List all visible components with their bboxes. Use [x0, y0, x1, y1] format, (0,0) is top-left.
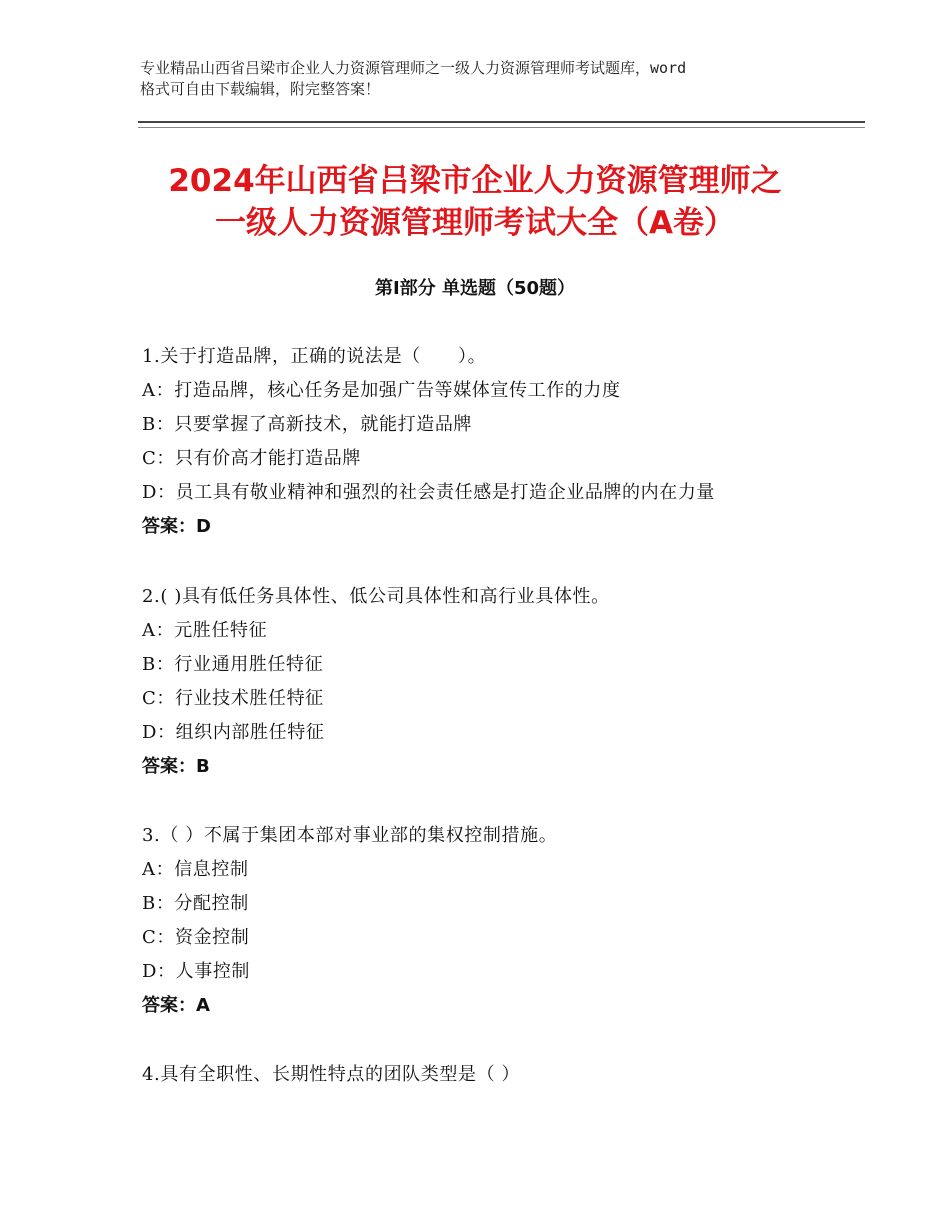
answer: 答案：D: [142, 516, 211, 537]
option-d: D：人事控制: [142, 961, 251, 982]
option-b: B：分配控制: [142, 893, 249, 914]
header-divider: [138, 121, 865, 128]
option-a: A：打造品牌，核心任务是加强广告等媒体宣传工作的力度: [142, 380, 621, 401]
document-title-line-2: 一级人力资源管理师考试大全（A卷）: [215, 205, 735, 241]
header-note: [140, 58, 830, 100]
option-b: B：行业通用胜任特征: [142, 654, 324, 675]
option-a: A：元胜任特征: [142, 620, 268, 641]
question-4: [142, 1058, 842, 1092]
question-stem: 2.( )具有低任务具体性、低公司具体性和高行业具体性。: [142, 586, 610, 607]
option-b: B：只要掌握了高新技术，就能打造品牌: [142, 414, 473, 435]
question-3: [142, 819, 842, 1023]
section-title: 第Ⅰ部分 单选题（50题）: [374, 278, 575, 299]
answer: 答案：A: [142, 995, 210, 1016]
question-2: [142, 580, 842, 784]
option-d: D：组织内部胜任特征: [142, 722, 325, 743]
question-stem: 3.（ ）不属于集团本部对事业部的集权控制措施。: [142, 825, 558, 846]
question-stem: 1.关于打造品牌，正确的说法是（ ）。: [142, 346, 487, 367]
question-stem: 4.具有全职性、长期性特点的团队类型是（ ）: [142, 1064, 521, 1085]
option-c: C：资金控制: [142, 927, 250, 948]
option-c: C：行业技术胜任特征: [142, 688, 324, 709]
option-a: A：信息控制: [142, 859, 249, 880]
answer: 答案：B: [142, 756, 210, 777]
option-c: C：只有价高才能打造品牌: [142, 448, 361, 469]
header-note-line-1: 专业精品山西省吕梁市企业人力资源管理师之一级人力资源管理师考试题库，word: [140, 59, 687, 77]
document-title: [60, 160, 890, 244]
header-note-line-2: 格式可自由下载编辑，附完整答案！: [140, 80, 381, 98]
document-title-line-1: 2024年山西省吕梁市企业人力资源管理师之: [168, 163, 782, 199]
question-1: [142, 340, 842, 544]
option-d: D：员工具有敬业精神和强烈的社会责任感是打造企业品牌的内在力量: [142, 482, 716, 503]
